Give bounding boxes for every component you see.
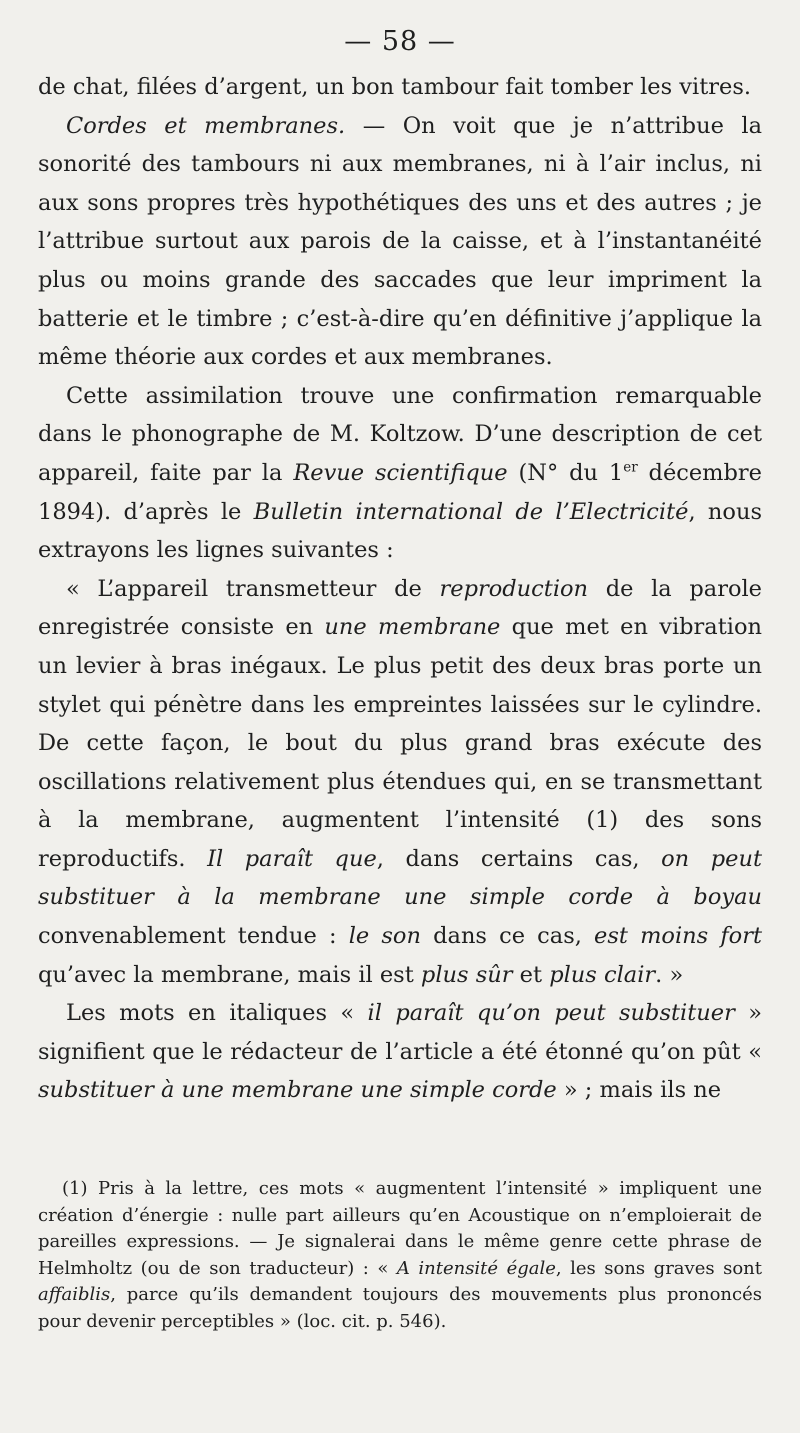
paragraph-1 (38, 68, 762, 107)
italic-run: on peut substituer à la membrane une simple corde à boyau (38, 845, 762, 911)
text-run: décembre 1894). d’après le (38, 459, 762, 525)
text-run: , nous extrayons les lignes suivantes : (38, 498, 763, 564)
text-run: de la parole enregistrée consiste en (38, 575, 763, 641)
body-text (38, 68, 762, 1110)
italic-run: Revue scientifique (293, 459, 508, 486)
text-run: , dans certains cas, (376, 845, 662, 872)
paragraph-5 (38, 994, 762, 1110)
paragraph-3 (38, 377, 762, 570)
text-run: qu’avec la membrane, mais il est (38, 961, 421, 988)
italic-run: affaiblis (38, 1284, 111, 1306)
text-run: (1) Pris à la lettre, ces mots « augmentent l’intensité » impliquent une création d’énergie : nulle part ailleurs qu’en Acoustique on n’emploierait de pareilles expressions. — Je signalerai dans le même genre cette phrase de Helmholtz (ou de son traducteur) : « (38, 1178, 762, 1279)
text-run: » signifient que le rédacteur de l’article a été étonné qu’on pût « (38, 1000, 762, 1065)
text-run: — On voit que je n’attribue la sonorité des tambours ni aux membranes, ni à l’air inclus, ni aux sons propres très hypothétiques des uns et des autres ; je l’attribue surtout aux parois de la caisse, et à l’instantanéité plus ou moins grande des saccades que leur impriment la batterie et le timbre ; c’est-à-dire qu’en définitive j’applique la même théorie aux cordes et aux membranes. (38, 112, 762, 371)
text-run: . » (655, 961, 684, 988)
superscript: er (623, 459, 638, 476)
section-heading-italic: Cordes et membranes. (66, 112, 346, 139)
italic-run: plus sûr (420, 961, 513, 988)
text-run: Les mots en italiques « (66, 1000, 368, 1027)
text-run: que met en vibration un levier à bras inégaux. Le plus petit des deux bras porte un stylet qui pénètre dans les empreintes laissées sur le cylindre. De cette façon, le bout du plus grand bras exécute des oscillations relativement plus étendues qui, en se transmettant à la membrane, augmentent l’intensité (1) des sons reproductifs. (38, 614, 762, 872)
italic-run: Il paraît que (207, 845, 377, 872)
footnote (38, 1176, 762, 1335)
footnote-text (38, 1176, 762, 1335)
italic-run: reproduction (439, 575, 589, 602)
text-run: de chat, filées d’argent, un bon tambour fait tomber les vitres. (38, 74, 752, 100)
paragraph-2 (38, 107, 762, 377)
italic-run: A intensité égale (396, 1257, 556, 1279)
italic-run: est moins fort (594, 923, 763, 950)
text-run: dans ce cas, (420, 923, 595, 950)
text-run: » ; mais ils ne (556, 1077, 722, 1104)
italic-run: substituer à une membrane une simple corde (38, 1077, 557, 1104)
text-run: Cette assimilation trouve une confirmation remarquable dans le phonographe de M. Koltzow. D’une description de cet appareil, faite par la (38, 382, 762, 486)
paragraph-4-quotation (38, 570, 762, 995)
text-run: (N° du 1 (507, 459, 624, 486)
text-run: , les sons graves sont (555, 1257, 762, 1279)
page-number: — 58 — (344, 26, 456, 57)
text-run: convenablement tendue : (38, 923, 349, 950)
text-run: « L’appareil transmetteur de (66, 575, 440, 602)
italic-run: Bulletin international de l’Electricité (253, 498, 689, 525)
italic-run: une membrane (324, 614, 501, 641)
italic-run: il paraît qu’on peut substituer (367, 1000, 735, 1027)
text-run: , parce qu’ils demandent toujours des mouvements plus prononcés pour devenir perceptibles » (loc. cit. p. 546). (38, 1284, 762, 1332)
italic-run: plus clair (549, 961, 656, 988)
text-run: et (512, 961, 550, 988)
italic-run: le son (348, 923, 421, 950)
